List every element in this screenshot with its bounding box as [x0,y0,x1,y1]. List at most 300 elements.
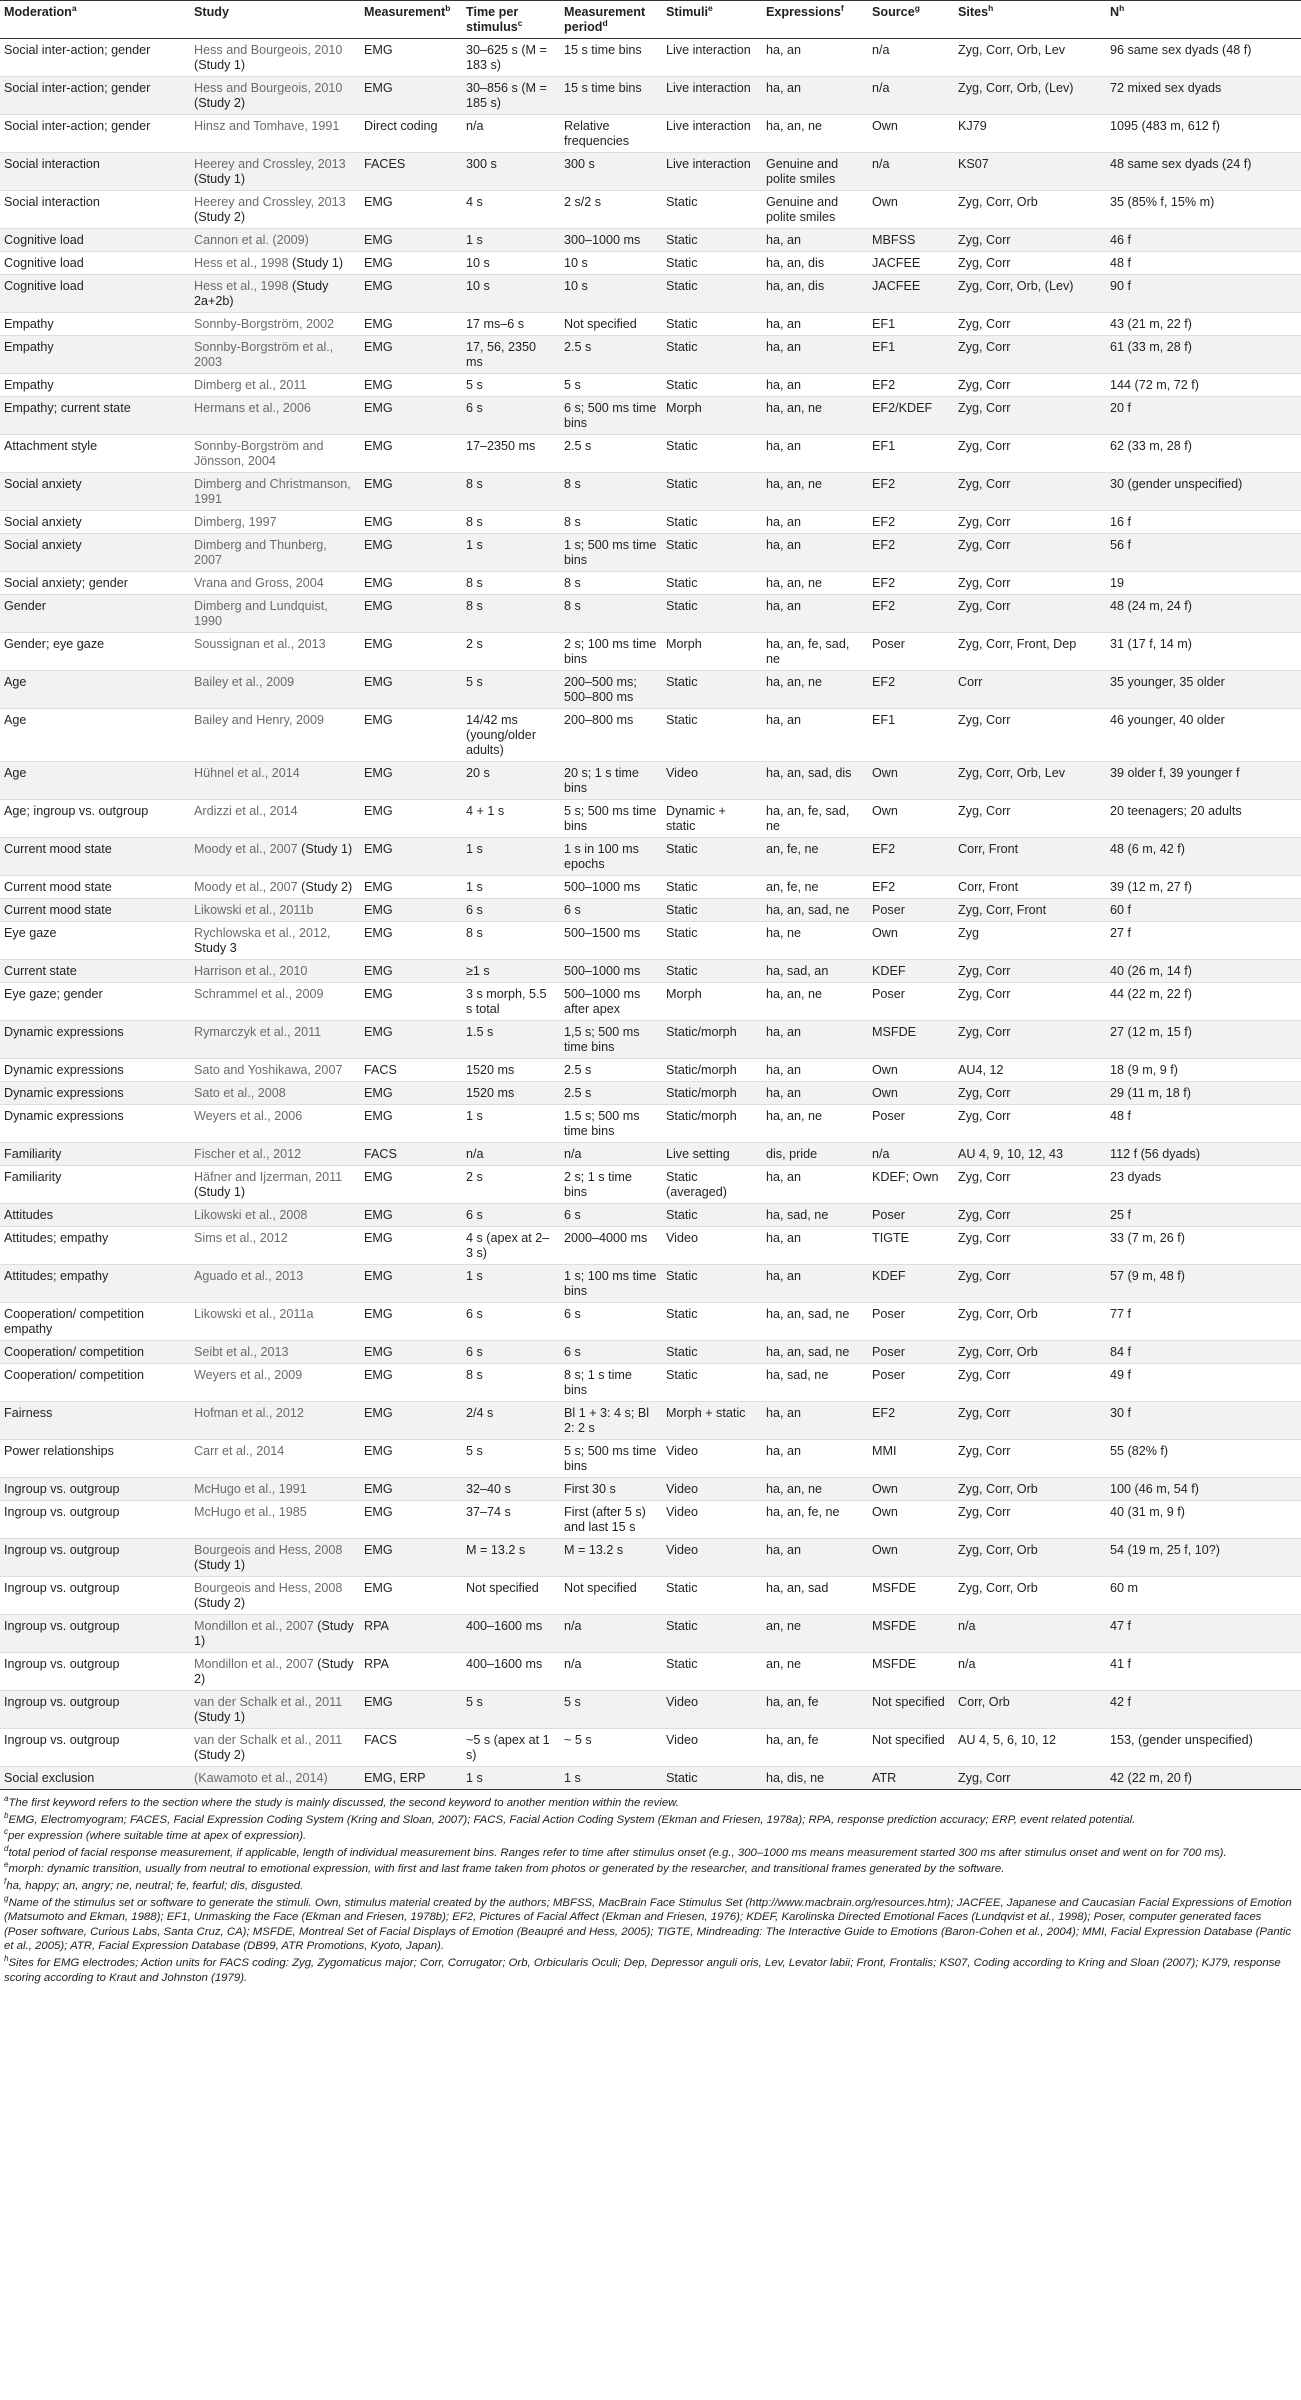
cell-n: 42 f [1106,1691,1301,1729]
study-citation[interactable]: Hühnel et al., 2014 [194,766,300,780]
table-row [0,1204,1301,1227]
cell-source: Own [868,1539,954,1577]
cell-n: 27 (12 m, 15 f) [1106,1021,1301,1059]
cell-expressions: ha, an [762,1227,868,1265]
cell-measurement-period: 300–1000 ms [560,229,662,252]
cell-measurement-period: 6 s [560,1303,662,1341]
footnote [4,1796,1297,1811]
cell-moderation: Social inter-action; gender [0,115,190,153]
study-citation[interactable]: Dimberg et al., 2011 [194,378,307,392]
cell-study [190,313,360,336]
cell-study [190,572,360,595]
cell-n: 77 f [1106,1303,1301,1341]
table-row [0,191,1301,229]
study-citation[interactable]: Likowski et al., 2008 [194,1208,308,1222]
header-study: Study [190,1,360,39]
cell-time-per-stimulus: 8 s [462,595,560,633]
cell-time-per-stimulus: M = 13.2 s [462,1539,560,1577]
footnote [4,1879,1297,1894]
cell-sites: Zyg, Corr, Orb, Lev [954,762,1106,800]
cell-n: 84 f [1106,1341,1301,1364]
cell-n: 48 same sex dyads (24 f) [1106,153,1301,191]
cell-measurement: FACS [360,1059,462,1082]
study-citation[interactable]: McHugo et al., 1985 [194,1505,307,1519]
cell-study [190,899,360,922]
cell-time-per-stimulus: 4 s [462,191,560,229]
cell-measurement-period: 6 s; 500 ms time bins [560,397,662,435]
study-citation[interactable]: Hofman et al., 2012 [194,1406,304,1420]
cell-measurement: EMG [360,595,462,633]
cell-source: Own [868,800,954,838]
footnote-text: per expression (where suitable time at apex of expression). [8,1830,307,1843]
cell-expressions: an, fe, ne [762,876,868,899]
cell-time-per-stimulus: n/a [462,1143,560,1166]
cell-stimuli: Static [662,1653,762,1691]
cell-study [190,1204,360,1227]
study-citation[interactable]: Hinsz and Tomhave, 1991 [194,119,340,133]
cell-expressions: ha, an, sad, ne [762,1303,868,1341]
study-citation[interactable]: Dimberg and Lundquist, 1990 [194,599,328,628]
study-citation[interactable]: Hermans et al., 2006 [194,401,311,415]
cell-time-per-stimulus: 1 s [462,838,560,876]
study-citation[interactable]: Sims et al., 2012 [194,1231,288,1245]
cell-study [190,397,360,435]
table-row [0,511,1301,534]
cell-source: Poser [868,633,954,671]
study-citation[interactable]: (Kawamoto et al., 2014) [194,1771,328,1785]
cell-study [190,1691,360,1729]
cell-n: 72 mixed sex dyads [1106,77,1301,115]
cell-stimuli: Static [662,275,762,313]
cell-time-per-stimulus: 17, 56, 2350 ms [462,336,560,374]
cell-measurement: EMG [360,1440,462,1478]
cell-measurement-period: 2 s/2 s [560,191,662,229]
cell-time-per-stimulus: 17 ms–6 s [462,313,560,336]
study-citation[interactable]: Weyers et al., 2009 [194,1368,303,1382]
cell-measurement: RPA [360,1615,462,1653]
cell-measurement: EMG [360,1303,462,1341]
study-citation[interactable]: Sato et al., 2008 [194,1086,286,1100]
cell-source: EF2 [868,671,954,709]
cell-measurement: EMG [360,1166,462,1204]
cell-measurement-period: 500–1000 ms after apex [560,983,662,1021]
cell-stimuli: Static [662,336,762,374]
cell-expressions: ha, an [762,1539,868,1577]
cell-n: 19 [1106,572,1301,595]
cell-study [190,374,360,397]
table-row [0,1501,1301,1539]
footnote-mark: b [4,1810,9,1820]
cell-sites: Zyg, Corr [954,1265,1106,1303]
cell-stimuli: Static [662,1303,762,1341]
cell-source: Own [868,1501,954,1539]
cell-source: Poser [868,983,954,1021]
cell-stimuli: Static/morph [662,1082,762,1105]
cell-stimuli: Static [662,671,762,709]
cell-sites: Zyg, Corr [954,1227,1106,1265]
cell-measurement: EMG [360,1577,462,1615]
study-qualifier: (Study 1) [194,1619,354,1648]
cell-time-per-stimulus: 4 + 1 s [462,800,560,838]
cell-measurement: EMG [360,77,462,115]
cell-source: KDEF [868,1265,954,1303]
cell-stimuli: Static/morph [662,1105,762,1143]
cell-source: n/a [868,153,954,191]
table-row [0,153,1301,191]
study-qualifier: (Study 2) [194,1596,246,1610]
cell-expressions: ha, sad, ne [762,1204,868,1227]
cell-time-per-stimulus: 20 s [462,762,560,800]
cell-expressions: ha, an [762,374,868,397]
cell-stimuli: Dynamic + static [662,800,762,838]
cell-source: EF2 [868,876,954,899]
table-row [0,1440,1301,1478]
table-row [0,374,1301,397]
table-header-row [0,1,1301,39]
cell-stimuli: Static [662,473,762,511]
cell-n: 43 (21 m, 22 f) [1106,313,1301,336]
header-stimuli: Stimuli$^e$ [662,1,762,39]
cell-moderation: Empathy [0,336,190,374]
study-citation[interactable]: Bailey and Henry, 2009 [194,713,324,727]
cell-time-per-stimulus: ~5 s (apex at 1 s) [462,1729,560,1767]
study-citation[interactable]: Dimberg, 1997 [194,515,277,529]
study-citation[interactable]: Sato and Yoshikawa, 2007 [194,1063,343,1077]
cell-stimuli: Static [662,595,762,633]
cell-sites: Zyg, Corr, Orb, (Lev) [954,275,1106,313]
cell-measurement: FACS [360,1143,462,1166]
study-citation[interactable]: Vrana and Gross, 2004 [194,576,324,590]
study-qualifier: (Study 2) [194,1657,354,1686]
table-row [0,1478,1301,1501]
study-citation[interactable]: Häfner and Ijzerman, 2011 [194,1170,343,1184]
cell-time-per-stimulus: 30–856 s (M = 185 s) [462,77,560,115]
cell-moderation: Power relationships [0,1440,190,1478]
cell-measurement-period: 2.5 s [560,336,662,374]
study-citation[interactable]: Rychlowska et al., 2012, [194,926,331,940]
cell-sites: Zyg, Corr, Orb [954,1539,1106,1577]
cell-measurement: EMG [360,336,462,374]
cell-stimuli: Live interaction [662,153,762,191]
cell-time-per-stimulus: 8 s [462,922,560,960]
table-row [0,595,1301,633]
study-citation[interactable]: Sonnby-Borgström et al., 2003 [194,340,334,369]
cell-source: JACFEE [868,275,954,313]
table-row [0,1227,1301,1265]
study-citation[interactable]: Likowski et al., 2011b [194,903,314,917]
cell-measurement: EMG [360,275,462,313]
cell-expressions: ha, an, ne [762,1478,868,1501]
study-citation[interactable]: Ardizzi et al., 2014 [194,804,298,818]
cell-moderation: Dynamic expressions [0,1082,190,1105]
study-citation[interactable]: Schrammel et al., 2009 [194,987,324,1001]
table-row [0,275,1301,313]
cell-time-per-stimulus: 300 s [462,153,560,191]
cell-moderation: Current mood state [0,876,190,899]
study-qualifier: (Study 2) [297,880,353,894]
study-citation[interactable]: Soussignan et al., 2013 [194,637,326,651]
cell-study [190,252,360,275]
study-qualifier: (Study 1) [194,58,246,72]
cell-n: 60 f [1106,899,1301,922]
cell-stimuli: Static [662,511,762,534]
cell-source: EF1 [868,336,954,374]
cell-n: 39 (12 m, 27 f) [1106,876,1301,899]
cell-moderation: Ingroup vs. outgroup [0,1501,190,1539]
cell-stimuli: Morph [662,983,762,1021]
cell-source: EF2 [868,1402,954,1440]
study-citation[interactable]: Mondillon et al., 2007 [194,1657,314,1671]
study-citation[interactable]: van der Schalk et al., 2011 [194,1695,343,1709]
cell-expressions: ha, an [762,77,868,115]
cell-stimuli: Static [662,435,762,473]
table-row [0,800,1301,838]
cell-n: 33 (7 m, 26 f) [1106,1227,1301,1265]
cell-measurement-period: 200–800 ms [560,709,662,762]
cell-measurement: EMG [360,1204,462,1227]
cell-expressions: ha, an [762,511,868,534]
cell-study [190,511,360,534]
study-citation[interactable]: Heerey and Crossley, 2013 [194,157,346,171]
cell-stimuli: Static [662,876,762,899]
cell-moderation: Empathy [0,374,190,397]
study-qualifier: (Study 1) [194,1558,246,1572]
cell-time-per-stimulus: 2 s [462,633,560,671]
cell-moderation: Attitudes [0,1204,190,1227]
cell-stimuli: Video [662,1478,762,1501]
table-row [0,1341,1301,1364]
study-qualifier: (Study 1) [194,1710,246,1724]
cell-n: 55 (82% f) [1106,1440,1301,1478]
cell-study [190,595,360,633]
footnote-text: morph: dynamic transition, usually from neutral to emotional expression, with first and last frame taken from photos or generated by the researcher, and transitional frames generated by the software. [8,1863,1005,1876]
cell-stimuli: Morph [662,397,762,435]
study-citation[interactable]: Heerey and Crossley, 2013 [194,195,346,209]
cell-expressions: ha, an, ne [762,473,868,511]
cell-stimuli: Video [662,1691,762,1729]
cell-source: ATR [868,1767,954,1790]
cell-expressions: ha, an, fe, sad, ne [762,800,868,838]
study-citation[interactable]: Mondillon et al., 2007 [194,1619,314,1633]
table-row [0,435,1301,473]
footnote-mark: f [4,1877,7,1887]
cell-source: EF2/KDEF [868,397,954,435]
cell-n: 57 (9 m, 48 f) [1106,1265,1301,1303]
study-citation[interactable]: Sonnby-Borgström and Jönsson, 2004 [194,439,324,468]
cell-expressions: ha, dis, ne [762,1767,868,1790]
footnote [4,1893,1297,1954]
cell-sites: Zyg, Corr [954,534,1106,572]
study-citation[interactable]: Seibt et al., 2013 [194,1345,289,1359]
cell-measurement-period: 6 s [560,899,662,922]
cell-measurement: EMG [360,960,462,983]
header-measurement: Measurement$^b$ [360,1,462,39]
study-qualifier: (Study 1) [194,1185,246,1199]
table-row [0,1653,1301,1691]
cell-time-per-stimulus: 1 s [462,1767,560,1790]
study-qualifier: Study 3 [194,941,237,955]
study-citation[interactable]: Cannon et al. (2009) [194,233,309,247]
cell-time-per-stimulus: 1 s [462,876,560,899]
cell-moderation: Attachment style [0,435,190,473]
cell-measurement: EMG [360,229,462,252]
study-citation[interactable]: Dimberg and Thunberg, 2007 [194,538,327,567]
cell-moderation: Ingroup vs. outgroup [0,1577,190,1615]
cell-n: 49 f [1106,1364,1301,1402]
table-row [0,671,1301,709]
cell-expressions: ha, an, sad, dis [762,762,868,800]
cell-measurement: RPA [360,1653,462,1691]
cell-measurement-period: M = 13.2 s [560,1539,662,1577]
cell-moderation: Empathy; current state [0,397,190,435]
study-citation[interactable]: Rymarczyk et al., 2011 [194,1025,322,1039]
cell-measurement-period: 10 s [560,252,662,275]
footnote [4,1956,1297,1985]
cell-time-per-stimulus: 8 s [462,511,560,534]
study-citation[interactable]: Sonnby-Borgström, 2002 [194,317,335,331]
cell-study [190,1059,360,1082]
cell-time-per-stimulus: 5 s [462,1440,560,1478]
cell-measurement-period: 1.5 s; 500 ms time bins [560,1105,662,1143]
header-n: $N^h$ [1106,1,1301,39]
study-citation[interactable]: Weyers et al., 2006 [194,1109,303,1123]
cell-measurement-period: n/a [560,1143,662,1166]
cell-measurement: EMG [360,1364,462,1402]
cell-sites: Zyg, Corr [954,336,1106,374]
cell-study [190,633,360,671]
cell-source: MSFDE [868,1021,954,1059]
cell-study [190,39,360,77]
cell-source: n/a [868,39,954,77]
study-citation[interactable]: Hess et al., 1998 [194,279,289,293]
cell-moderation: Age; ingroup vs. outgroup [0,800,190,838]
cell-moderation: Social inter-action; gender [0,39,190,77]
cell-source: Poser [868,1204,954,1227]
study-citation[interactable]: Harrison et al., 2010 [194,964,308,978]
cell-expressions: ha, an, fe [762,1691,868,1729]
cell-source: EF2 [868,511,954,534]
cell-time-per-stimulus: n/a [462,115,560,153]
table-row [0,1577,1301,1615]
study-citation[interactable]: McHugo et al., 1991 [194,1482,307,1496]
cell-time-per-stimulus: 17–2350 ms [462,435,560,473]
study-citation[interactable]: Bourgeois and Hess, 2008 [194,1543,343,1557]
cell-n: 23 dyads [1106,1166,1301,1204]
cell-study [190,115,360,153]
cell-sites: n/a [954,1653,1106,1691]
table-row [0,1767,1301,1790]
study-citation[interactable]: Dimberg and Christmanson, 1991 [194,477,351,506]
study-citation[interactable]: Hess and Bourgeois, 2010 [194,43,343,57]
cell-n: 40 (31 m, 9 f) [1106,1501,1301,1539]
footnote [4,1829,1297,1844]
table-row [0,1729,1301,1767]
study-citation[interactable]: Moody et al., 2007 [194,842,298,856]
study-citation[interactable]: Aguado et al., 2013 [194,1269,304,1283]
footnote-mark: g [4,1893,9,1903]
table-row [0,229,1301,252]
cell-moderation: Age [0,762,190,800]
cell-stimuli: Static [662,1341,762,1364]
table-row [0,1166,1301,1204]
study-citation[interactable]: Fischer et al., 2012 [194,1147,302,1161]
study-citation[interactable]: Bailey et al., 2009 [194,675,295,689]
cell-study [190,229,360,252]
cell-study [190,77,360,115]
table-row [0,572,1301,595]
cell-study [190,762,360,800]
cell-n: 112 f (56 dyads) [1106,1143,1301,1166]
cell-source: Own [868,115,954,153]
cell-sites: Corr, Front [954,838,1106,876]
table-row [0,983,1301,1021]
cell-stimuli: Static/morph [662,1021,762,1059]
cell-n: 35 younger, 35 older [1106,671,1301,709]
study-qualifier: (Study 1) [194,172,246,186]
cell-expressions: ha, an [762,1082,868,1105]
study-citation[interactable]: Bourgeois and Hess, 2008 [194,1581,343,1595]
footnote-text: total period of facial response measurement, if applicable, length of individual measurement bins. Ranges refer to time after stimulus onset (e.g., 300–1000 ms means measurement started 300 ms after stimulus onset and went on for 700 ms). [8,1846,1227,1859]
cell-measurement-period: 5 s [560,1691,662,1729]
cell-sites: Zyg, Corr [954,709,1106,762]
cell-moderation: Ingroup vs. outgroup [0,1478,190,1501]
study-citation[interactable]: Carr et al., 2014 [194,1444,285,1458]
cell-time-per-stimulus: 37–74 s [462,1501,560,1539]
table-row [0,876,1301,899]
cell-sites: Zyg, Corr, Orb [954,1577,1106,1615]
cell-time-per-stimulus: 6 s [462,1204,560,1227]
cell-study [190,876,360,899]
cell-moderation: Fairness [0,1402,190,1440]
study-citation[interactable]: Moody et al., 2007 [194,880,298,894]
study-citation[interactable]: Hess et al., 1998 [194,256,289,270]
cell-expressions: ha, an [762,1265,868,1303]
cell-study [190,336,360,374]
cell-stimuli: Morph [662,633,762,671]
cell-moderation: Age [0,709,190,762]
cell-source: Own [868,1059,954,1082]
cell-study [190,1265,360,1303]
study-citation[interactable]: Hess and Bourgeois, 2010 [194,81,343,95]
cell-sites: Zyg, Corr [954,1501,1106,1539]
cell-expressions: dis, pride [762,1143,868,1166]
cell-n: 30 f [1106,1402,1301,1440]
cell-expressions: ha, an, dis [762,275,868,313]
footnote-mark: e [4,1860,9,1870]
cell-sites: Corr, Front [954,876,1106,899]
cell-sites: Zyg, Corr [954,960,1106,983]
cell-n: 54 (19 m, 25 f, 10?) [1106,1539,1301,1577]
cell-sites: KJ79 [954,115,1106,153]
cell-time-per-stimulus: ≥1 s [462,960,560,983]
cell-expressions: Genuine and polite smiles [762,153,868,191]
cell-source: EF2 [868,534,954,572]
table-row [0,1364,1301,1402]
cell-n: 40 (26 m, 14 f) [1106,960,1301,983]
table-row [0,633,1301,671]
cell-time-per-stimulus: 30–625 s (M = 183 s) [462,39,560,77]
cell-source: Own [868,762,954,800]
cell-measurement: EMG [360,671,462,709]
cell-sites: Zyg, Corr, Orb [954,1341,1106,1364]
cell-measurement: EMG [360,1501,462,1539]
study-citation[interactable]: van der Schalk et al., 2011 [194,1733,343,1747]
cell-stimuli: Live setting [662,1143,762,1166]
cell-sites: KS07 [954,153,1106,191]
study-citation[interactable]: Likowski et al., 2011a [194,1307,314,1321]
header-sites: Sites$^h$ [954,1,1106,39]
cell-stimuli: Static [662,1615,762,1653]
